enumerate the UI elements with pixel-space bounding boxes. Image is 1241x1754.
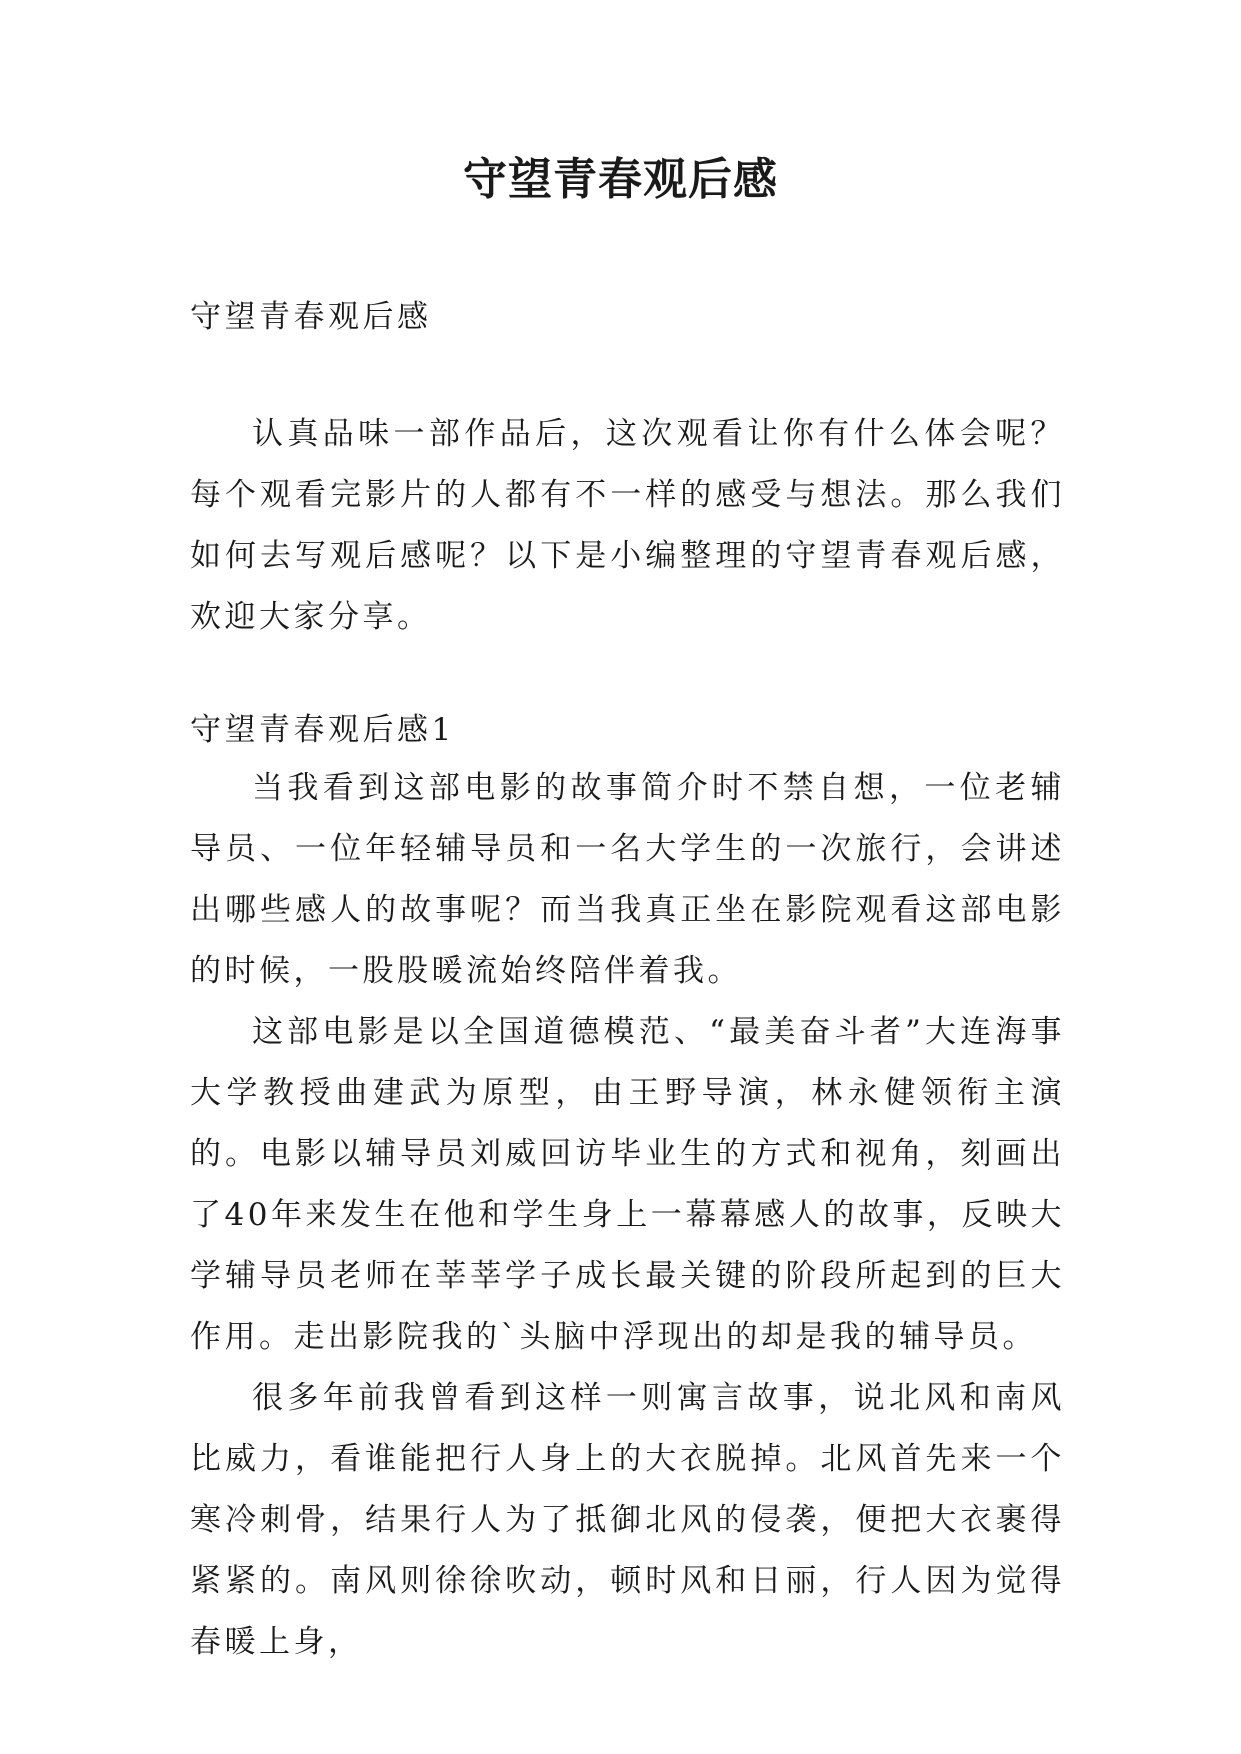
section-body (190, 758, 1065, 1673)
document-title: 守望青春观后感 (463, 154, 778, 205)
body-paragraph-1: 当我看到这部电影的故事简介时不禁自想，一位老辅导员、一位年轻辅导员和一名大学生的一次旅行，会讲述出哪些感人的故事呢？而当我真正坐在影院观看这部电影的时候，一股股暖流始终陪伴着我。 (190, 770, 1065, 989)
body-paragraph-2: 这部电影是以全国道德模范、“最美奋斗者”大连海事大学教授曲建武为原型，由王野导演，林永健领衔主演的。电影以辅导员刘威回访毕业生的方式和视角，刻画出了40年来发生在他和学生身上一幕幕感人的故事，反映大学辅导员老师在莘莘学子成长最关键的阶段所起到的巨大作用。走出影院我的`头脑中浮现出的却是我的辅导员。 (190, 1014, 1065, 1355)
document-subtitle: 守望青春观后感 (190, 299, 432, 335)
intro-paragraph: 认真品味一部作品后，这次观看让你有什么体会呢？每个观看完影片的人都有不一样的感受与想法。那么我们如何去写观后感呢？以下是小编整理的守望青春观后感，欢迎大家分享。 (190, 416, 1065, 635)
section-heading: 守望青春观后感1 (190, 712, 455, 748)
body-paragraph-3: 很多年前我曾看到这样一则寓言故事，说北风和南风比威力，看谁能把行人身上的大衣脱掉。北风首先来一个寒冷刺骨，结果行人为了抵御北风的侵袭，便把大衣裹得紧紧的。南风则徐徐吹动，顿时风和日丽，行人因为觉得春暖上身， (190, 1380, 1065, 1660)
